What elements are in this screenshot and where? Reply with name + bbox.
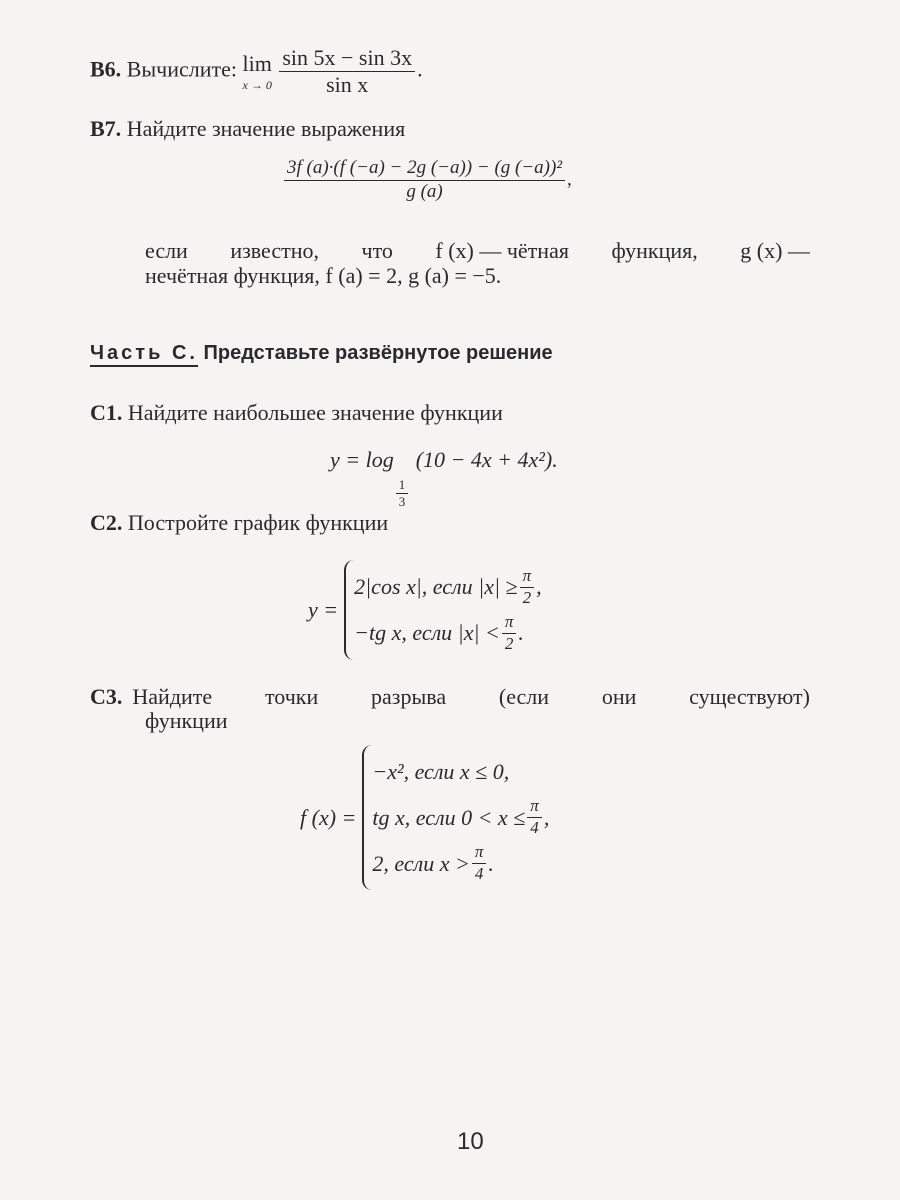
word: разрыва — [371, 684, 447, 709]
denominator: 3 — [398, 494, 406, 510]
word: g (x) — — [740, 238, 810, 263]
formula-lhs: y = log — [330, 447, 394, 472]
case-row — [372, 795, 549, 841]
limit — [242, 50, 272, 92]
word: (если — [498, 684, 550, 709]
c2-piecewise — [308, 560, 542, 660]
numerator: 3f (a)·(f (−a) − 2g (−a)) − (g (−a))² — [284, 158, 565, 181]
problem-text: Найдите наибольшее значение функции — [127, 400, 503, 425]
punctuation: , — [567, 168, 572, 190]
problem-label: C2. — [90, 510, 123, 535]
numerator: π — [502, 613, 517, 634]
denominator: 4 — [530, 818, 539, 837]
numerator: π — [527, 797, 542, 818]
denominator: 2 — [504, 633, 514, 653]
word: что — [361, 238, 393, 263]
punctuation: , — [536, 574, 542, 599]
problem-text: Найдите значение выражения — [126, 116, 406, 141]
lim-subscript: x → 0 — [242, 77, 272, 92]
problem-text: Постройте график функции — [127, 510, 389, 535]
case-expr: 2, если x > — [372, 850, 470, 876]
formula-lhs: f (x) = — [300, 804, 357, 830]
problem-text — [132, 684, 810, 710]
problem-text: Вычислите: — [126, 56, 237, 82]
brace — [344, 560, 354, 660]
lim-text: lim — [242, 50, 272, 76]
problem-b7 — [90, 116, 405, 142]
section-heading — [90, 342, 553, 365]
fraction — [279, 46, 415, 97]
denominator: 4 — [474, 864, 484, 883]
case-row — [372, 841, 549, 887]
problem-label: B7. — [90, 116, 122, 141]
problem-label: C3. — [90, 684, 123, 709]
b7-condition-line2: нечётная функция, f (a) = 2, g (a) = −5. — [145, 263, 502, 288]
word: они — [601, 684, 637, 709]
word: известно, — [230, 238, 320, 263]
word: точки — [264, 684, 319, 709]
log-argument: (10 − 4x + 4x²). — [415, 447, 558, 472]
denominator: sin x — [326, 72, 369, 98]
denominator: 2 — [522, 587, 532, 607]
problem-c3 — [90, 684, 810, 710]
case-row — [354, 564, 541, 610]
problem-label: B6. — [90, 56, 122, 82]
section-prefix: Часть С. — [90, 342, 198, 367]
fraction — [472, 843, 487, 883]
punctuation: . — [488, 850, 494, 876]
punctuation: , — [543, 804, 550, 830]
problem-c1 — [90, 400, 503, 426]
word: f (x) — чётная — [435, 238, 569, 263]
c3-piecewise — [300, 745, 549, 890]
fraction — [502, 613, 517, 653]
word: функция, — [611, 238, 698, 263]
numerator: sin 5x − sin 3x — [279, 46, 415, 72]
numerator: π — [472, 843, 487, 864]
case-expr: −x², если x ≤ 0, — [372, 758, 510, 784]
case-expr: 2|cos x|, если |x| ≥ — [354, 574, 518, 599]
fraction — [527, 797, 542, 837]
fraction — [520, 567, 535, 607]
section-title: Представьте развёрнутое решение — [203, 342, 553, 364]
problem-c2 — [90, 510, 388, 536]
case-row — [354, 610, 541, 656]
punctuation: . — [518, 620, 524, 645]
case-expr: −tg x, если |x| < — [354, 620, 500, 645]
problem-b6 — [90, 46, 423, 97]
word: существуют) — [689, 684, 810, 709]
c1-formula — [330, 447, 558, 510]
page-number: 10 — [457, 1128, 484, 1155]
problem-text-cont: функции — [145, 708, 228, 733]
case-row — [372, 749, 549, 795]
numerator: π — [520, 567, 535, 588]
log-base — [396, 478, 409, 510]
denominator: g (a) — [406, 180, 443, 202]
numerator: 1 — [396, 478, 409, 494]
fraction — [284, 158, 565, 203]
word: Найдите — [132, 684, 213, 709]
brace — [362, 745, 372, 890]
case-expr: tg x, если 0 < x ≤ — [372, 804, 526, 830]
b7-condition-line1 — [145, 238, 810, 264]
word: если — [145, 238, 188, 263]
b7-expression — [282, 158, 572, 203]
formula-lhs: y = — [308, 597, 339, 622]
punctuation: . — [417, 56, 423, 82]
problem-label: C1. — [90, 400, 123, 425]
